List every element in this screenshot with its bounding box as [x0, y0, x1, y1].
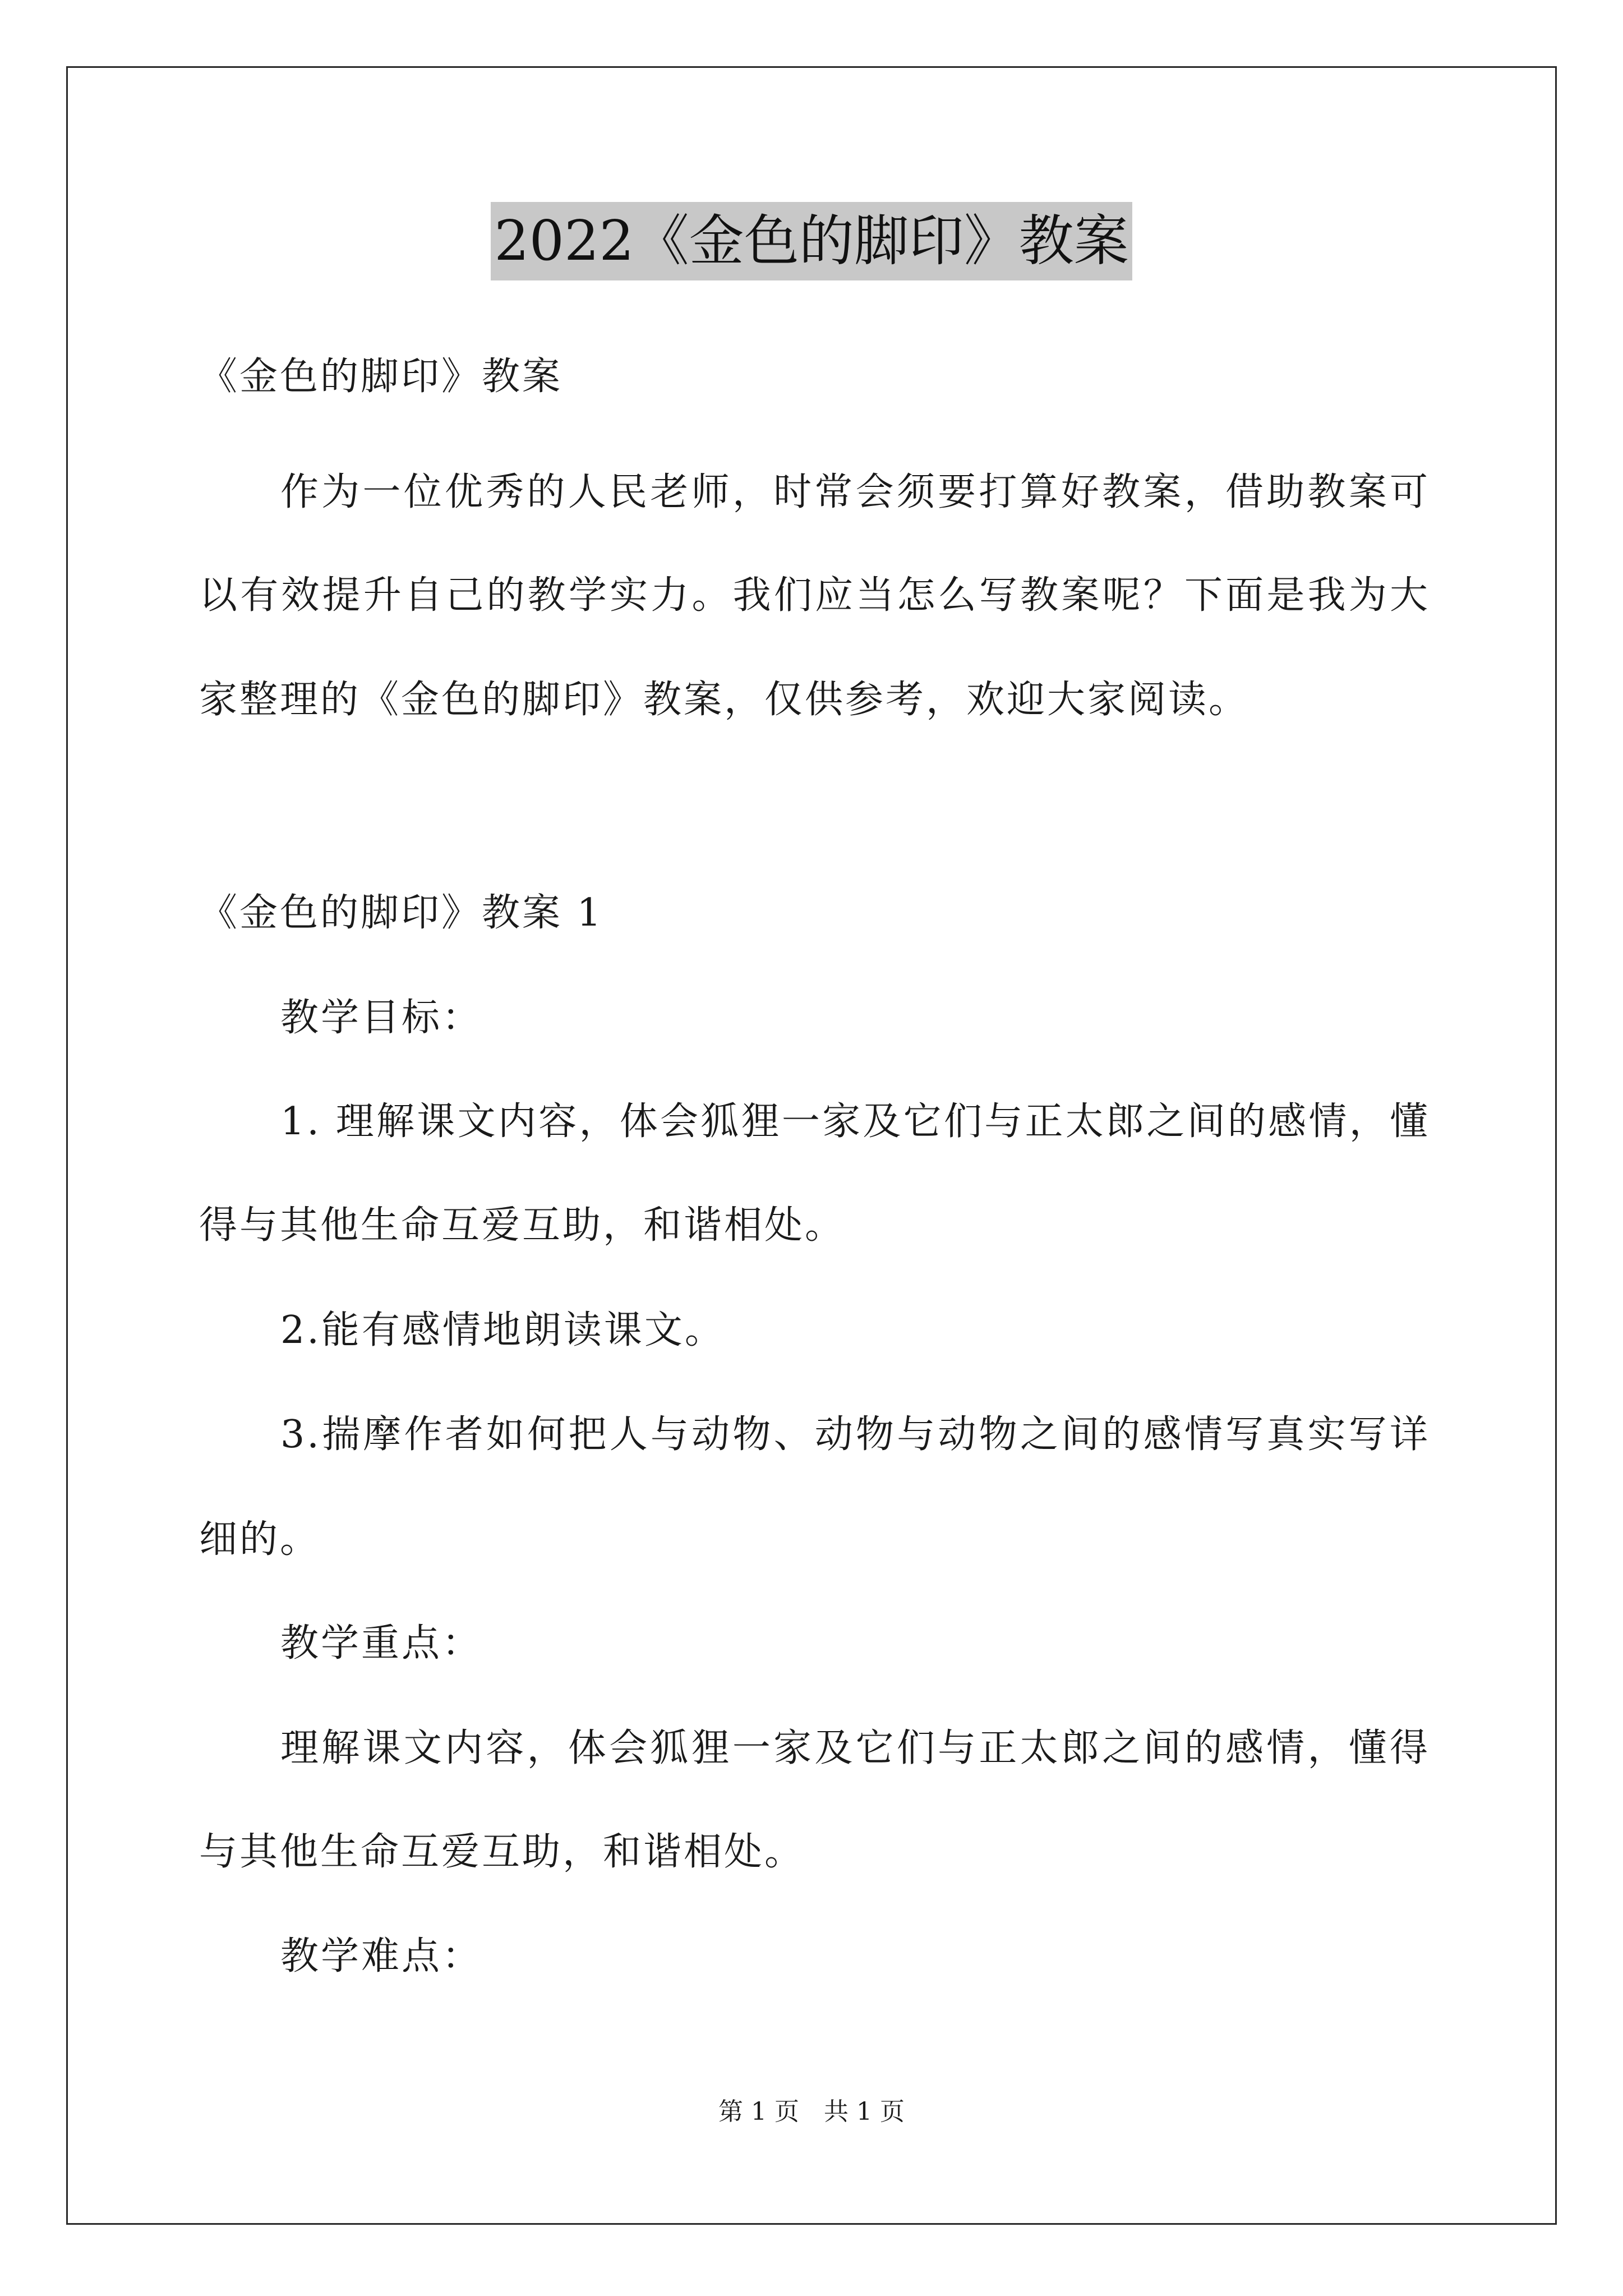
goal-1-line-2: 得与其他生命互爱互助，和谐相处。 [199, 1203, 846, 1248]
document-title: 2022《金色的脚印》教案 [491, 202, 1132, 280]
key-text-line-2: 与其他生命互爱互助，和谐相处。 [199, 1830, 805, 1874]
goals-label: 教学目标： [280, 996, 483, 1040]
page-footer: 第 1 页 共 1 页 [718, 2097, 905, 2126]
intro-line-3: 家整理的《金色的脚印》教案，仅供参考，欢迎大家阅读。 [199, 678, 1249, 722]
intro-line-1: 作为一位优秀的人民老师，时常会须要打算好教案，借助教案可 [280, 470, 1430, 514]
goal-3-line-2: 细的。 [199, 1517, 321, 1562]
difficulty-label: 教学难点： [280, 1934, 483, 1978]
section-heading: 《金色的脚印》教案 1 [199, 891, 603, 935]
key-label: 教学重点： [280, 1621, 483, 1665]
document-subtitle: 《金色的脚印》教案 [199, 355, 563, 399]
goal-1-line-1: 1. 理解课文内容，体会狐狸一家及它们与正太郎之间的感情，懂 [280, 1099, 1430, 1144]
goal-2: 2.能有感情地朗读课文。 [280, 1308, 725, 1352]
intro-line-2: 以有效提升自己的教学实力。我们应当怎么写教案呢？下面是我为大 [199, 573, 1430, 618]
title-container [0, 202, 1623, 280]
key-text-line-1: 理解课文内容，体会狐狸一家及它们与正太郎之间的感情，懂得 [280, 1726, 1430, 1770]
goal-3-line-1: 3.揣摩作者如何把人与动物、动物与动物之间的感情写真实写详 [280, 1412, 1430, 1457]
